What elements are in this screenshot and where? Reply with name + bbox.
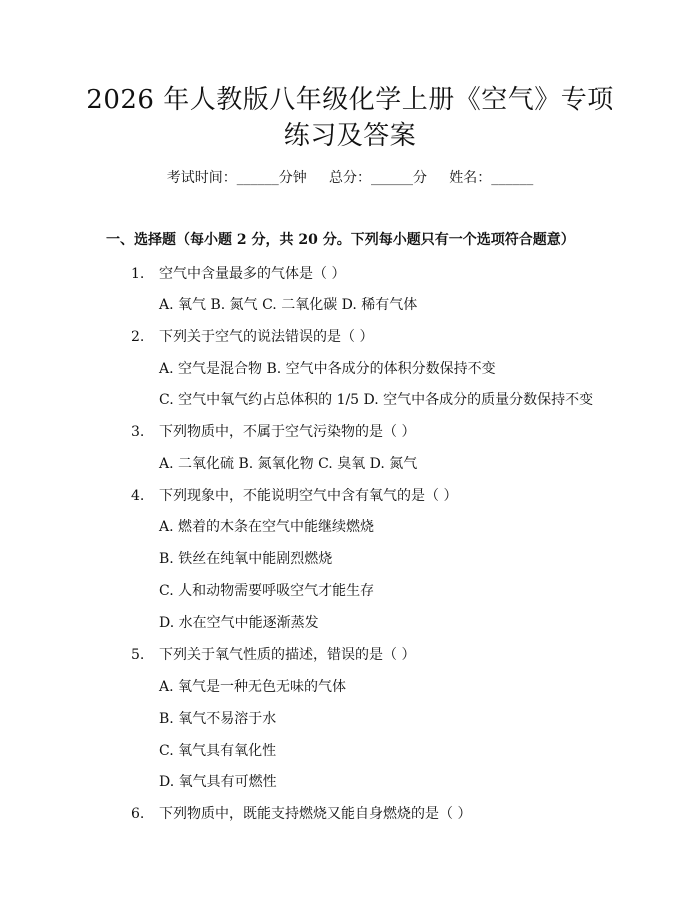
question-1-options: A. 氧气 B. 氮气 C. 二氧化碳 D. 稀有气体 — [159, 297, 418, 313]
question-4-option-a: A. 燃着的木条在空气中能继续燃烧 — [159, 519, 375, 535]
question-4-option-b: B. 铁丝在纯氧中能剧烈燃烧 — [159, 551, 333, 567]
question-5-option-b: B. 氧气不易溶于水 — [159, 711, 277, 727]
question-text: 下列关于氧气性质的描述，错误的是（ ） — [159, 647, 416, 663]
question-number: 1. — [131, 266, 145, 282]
question-text: 下列现象中，不能说明空气中含有氧气的是（ ） — [159, 488, 458, 504]
section-title: 一、选择题（每小题 2 分，共 20 分。下列每小题只有一个选项符合题意） — [106, 232, 575, 248]
question-3-options: A. 二氧化硫 B. 氮氧化物 C. 臭氧 D. 氮气 — [159, 456, 418, 472]
document-title-line2: 练习及答案 — [283, 121, 417, 151]
question-4-option-c: C. 人和动物需要呼吸空气才能生存 — [159, 583, 375, 599]
question-number: 4. — [131, 488, 145, 504]
question-3 — [131, 421, 415, 441]
question-text: 下列物质中，既能支持燃烧又能自身燃烧的是（ ） — [159, 806, 472, 822]
question-number: 6. — [131, 806, 145, 822]
question-number: 2. — [131, 329, 145, 345]
question-text: 下列物质中，不属于空气污染物的是（ ） — [159, 424, 416, 440]
question-text: 空气中含量最多的气体是（ ） — [159, 266, 346, 282]
question-5-option-c: C. 氧气具有氧化性 — [159, 743, 277, 759]
question-4-option-d: D. 水在空气中能逐渐蒸发 — [159, 615, 319, 631]
question-5-option-d: D. 氧气具有可燃性 — [159, 774, 277, 790]
question-5-option-a: A. 氧气是一种无色无味的气体 — [159, 679, 347, 695]
document-title-line1: 2026 年人教版八年级化学上册《空气》专项 — [86, 85, 614, 115]
question-6 — [131, 803, 471, 823]
exam-info-line: 考试时间：______分钟 总分：______分 姓名：______ — [166, 170, 534, 186]
question-text: 下列关于空气的说法错误的是（ ） — [159, 329, 374, 345]
question-2-options-line1: A. 空气是混合物 B. 空气中各成分的体积分数保持不变 — [159, 361, 496, 377]
question-4 — [131, 485, 457, 505]
question-number: 3. — [131, 424, 145, 440]
question-number: 5. — [131, 647, 145, 663]
question-2 — [131, 326, 373, 346]
question-2-options-line2: C. 空气中氧气约占总体积的 1/5 D. 空气中各成分的质量分数保持不变 — [159, 392, 594, 408]
question-1 — [131, 263, 345, 283]
question-5 — [131, 644, 415, 664]
